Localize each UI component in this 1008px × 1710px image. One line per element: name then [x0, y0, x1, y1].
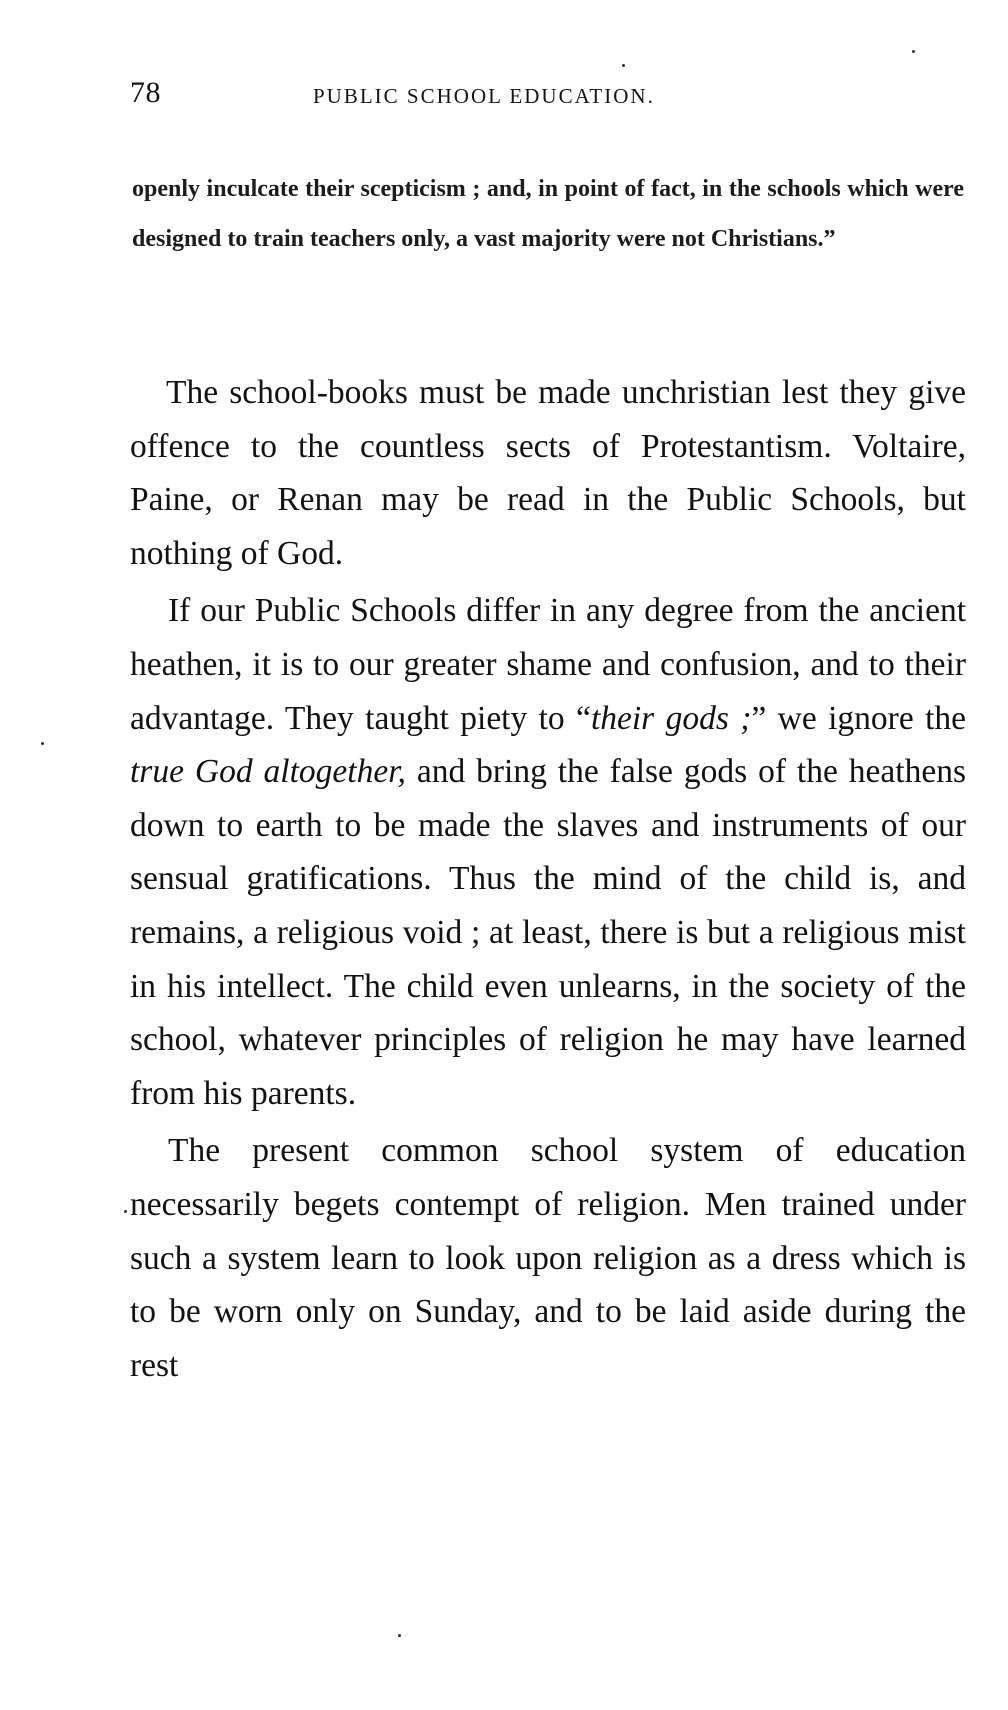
running-title: PUBLIC SCHOOL EDUCATION. [313, 84, 655, 108]
paragraph-1: The school-books must be made unchristian lest they give offence to the countless sects of Protestantism. Voltaire, Paine, or Renan may be read in the Public Schools, but nothing of God. [130, 374, 966, 572]
paragraph-2-italic-their-gods: their gods ; [590, 699, 752, 737]
print-speck [912, 50, 915, 53]
paragraph-3: The present common school system of education necessarily begets contempt of religion. Men trained under such a system learn to look upon religion as a dress which is to be worn only on Sunday, and to be laid aside during the rest [130, 1132, 966, 1384]
block-quote: openly inculcate their scepticism ; and, in point of fact, in the schools which were designed to train teachers only, a vast majority were not Christians.” [132, 176, 964, 252]
page-number: 78 [130, 76, 161, 109]
print-speck [124, 1210, 127, 1213]
print-speck [41, 742, 44, 745]
paragraph-2-text-e: and bring the false gods of the heathens down to earth to be made the slaves and instruments of our sensual gratifications. Thus the mind of the child is, and remains, a religious void ; at least, there is but a religious mist in his intellect. The child even unlearns, in the society of the school, whatever principles of religion he may have learned from his parents. [130, 753, 966, 1112]
body-text [130, 366, 966, 1392]
print-speck [398, 1634, 401, 1637]
print-speck [622, 64, 625, 67]
paragraph-2 [130, 584, 966, 1120]
paragraph-2-italic-true-god: true God altogether, [130, 753, 406, 791]
running-head [130, 76, 970, 116]
paragraph-2-text-c: ” we ignore the [751, 699, 966, 737]
paragraph-2-text-a: If our Public Schools differ in any degree from the ancient heathen, it is to our greater shame and confusion, and to their advantage. They taught piety to “ [130, 592, 966, 737]
